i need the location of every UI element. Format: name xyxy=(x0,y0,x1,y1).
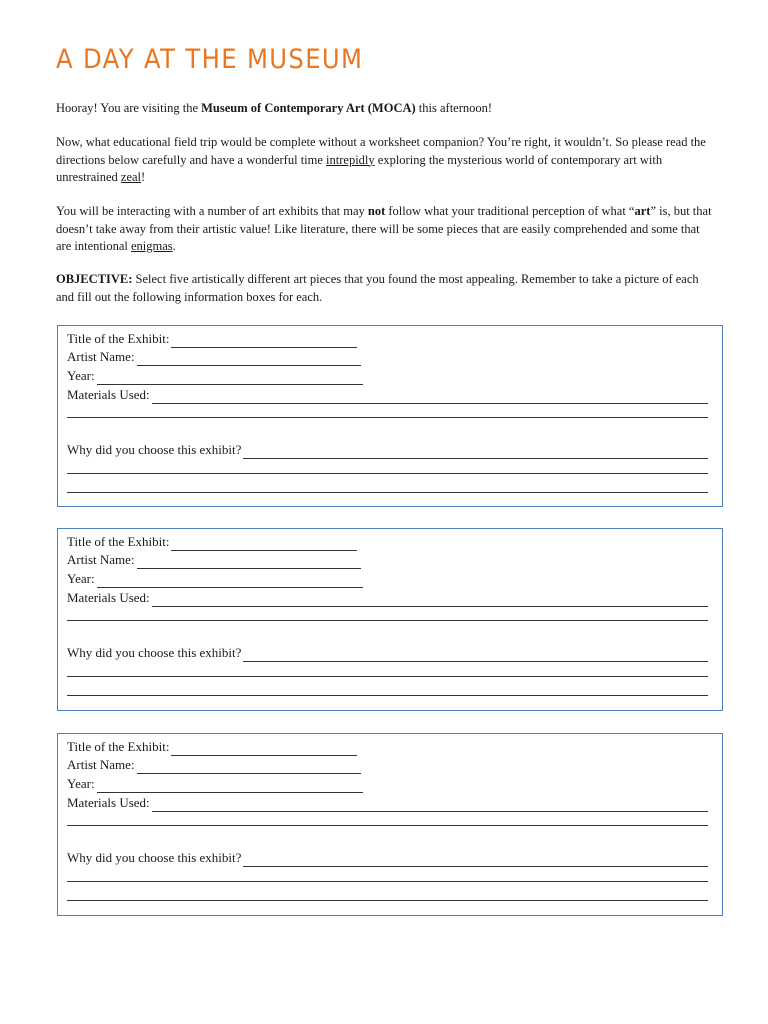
intro-text: ” is, but that doesn’t take away from their artistic value! Like literature, there will be some pieces that are easily comprehended and some that are intentional xyxy=(56,204,712,253)
intro-text: Now, what educational field trip would be complete without a worksheet companion? You’re right, it wouldn’t. So please read the directions below carefully and have a wonderful time xyxy=(56,135,706,167)
why-field[interactable] xyxy=(243,648,708,662)
materials-row xyxy=(67,386,708,404)
objective-text: Select five artistically different art pieces that you found the most appealing. Remember to take a picture of each and fill out the following information boxes for each. xyxy=(56,272,699,304)
why-label: Why did you choose this exhibit? xyxy=(67,442,242,457)
year-label: Year: xyxy=(67,368,95,383)
materials-line[interactable] xyxy=(67,620,708,621)
title-row xyxy=(67,533,708,551)
exhibit-form-box xyxy=(57,733,723,916)
title-row xyxy=(67,330,708,348)
year-label: Year: xyxy=(67,776,95,791)
page-title: A DAY AT THE MUSEUM xyxy=(56,44,364,75)
why-label: Why did you choose this exhibit? xyxy=(67,645,242,660)
materials-line[interactable] xyxy=(67,417,708,418)
artist-row xyxy=(67,551,708,569)
year-field[interactable] xyxy=(97,371,363,385)
why-line[interactable] xyxy=(67,900,708,901)
artist-label: Artist Name: xyxy=(67,349,135,364)
why-field[interactable] xyxy=(243,853,708,867)
intro-text: You will be interacting with a number of art exhibits that may xyxy=(56,204,368,218)
intro-paragraph-2 xyxy=(56,134,716,187)
title-label: Title of the Exhibit: xyxy=(67,739,170,754)
materials-label: Materials Used: xyxy=(67,795,150,810)
why-line[interactable] xyxy=(67,676,708,677)
emphasis-not: not xyxy=(367,204,386,218)
title-field[interactable] xyxy=(171,742,357,756)
materials-line[interactable] xyxy=(67,825,708,826)
intro-text: ! xyxy=(141,170,146,184)
why-line[interactable] xyxy=(67,881,708,882)
museum-name: Museum of Contemporary Art (MOCA) xyxy=(201,101,416,115)
title-row xyxy=(67,738,708,756)
title-field[interactable] xyxy=(171,537,357,551)
artist-label: Artist Name: xyxy=(67,552,135,567)
materials-label: Materials Used: xyxy=(67,590,150,605)
materials-label: Materials Used: xyxy=(67,387,150,402)
intro-paragraph-1 xyxy=(56,100,716,118)
why-row xyxy=(67,644,708,662)
artist-field[interactable] xyxy=(137,555,361,569)
intro-paragraph-3 xyxy=(56,203,716,256)
why-row xyxy=(67,849,708,867)
intro-text: Hooray! You are visiting the xyxy=(56,101,202,115)
why-line[interactable] xyxy=(67,492,708,493)
year-label: Year: xyxy=(67,571,95,586)
vocab-word-zeal: zeal xyxy=(120,170,142,184)
objective-paragraph xyxy=(56,271,716,306)
materials-row xyxy=(67,589,708,607)
vocab-word-intrepidly: intrepidly xyxy=(326,152,375,167)
intro-text: . xyxy=(172,239,176,253)
why-field[interactable] xyxy=(243,445,708,459)
intro-text: this afternoon! xyxy=(415,101,493,115)
vocab-word-enigmas: enigmas xyxy=(130,239,173,253)
why-label: Why did you choose this exhibit? xyxy=(67,850,242,865)
artist-label: Artist Name: xyxy=(67,757,135,772)
title-label: Title of the Exhibit: xyxy=(67,331,170,346)
why-row xyxy=(67,441,708,459)
year-row xyxy=(67,570,708,588)
title-label: Title of the Exhibit: xyxy=(67,534,170,549)
exhibit-form-box xyxy=(57,325,723,507)
intro-text: follow what your traditional perception of what “ xyxy=(385,204,635,218)
intro-text: exploring the mysterious world of contemporary art with unrestrained xyxy=(56,152,663,184)
title-field[interactable] xyxy=(171,334,357,348)
artist-row xyxy=(67,756,708,774)
artist-field[interactable] xyxy=(137,760,361,774)
year-field[interactable] xyxy=(97,779,363,793)
year-row xyxy=(67,775,708,793)
artist-field[interactable] xyxy=(137,352,361,366)
materials-row xyxy=(67,794,708,812)
why-line[interactable] xyxy=(67,695,708,696)
materials-field[interactable] xyxy=(152,593,708,607)
artist-row xyxy=(67,348,708,366)
year-field[interactable] xyxy=(97,574,363,588)
objective-label: OBJECTIVE: xyxy=(56,272,133,286)
exhibit-form-box xyxy=(57,528,723,711)
materials-field[interactable] xyxy=(152,390,708,404)
why-line[interactable] xyxy=(67,473,708,474)
materials-field[interactable] xyxy=(152,798,708,812)
year-row xyxy=(67,367,708,385)
emphasis-art: art xyxy=(634,204,651,218)
